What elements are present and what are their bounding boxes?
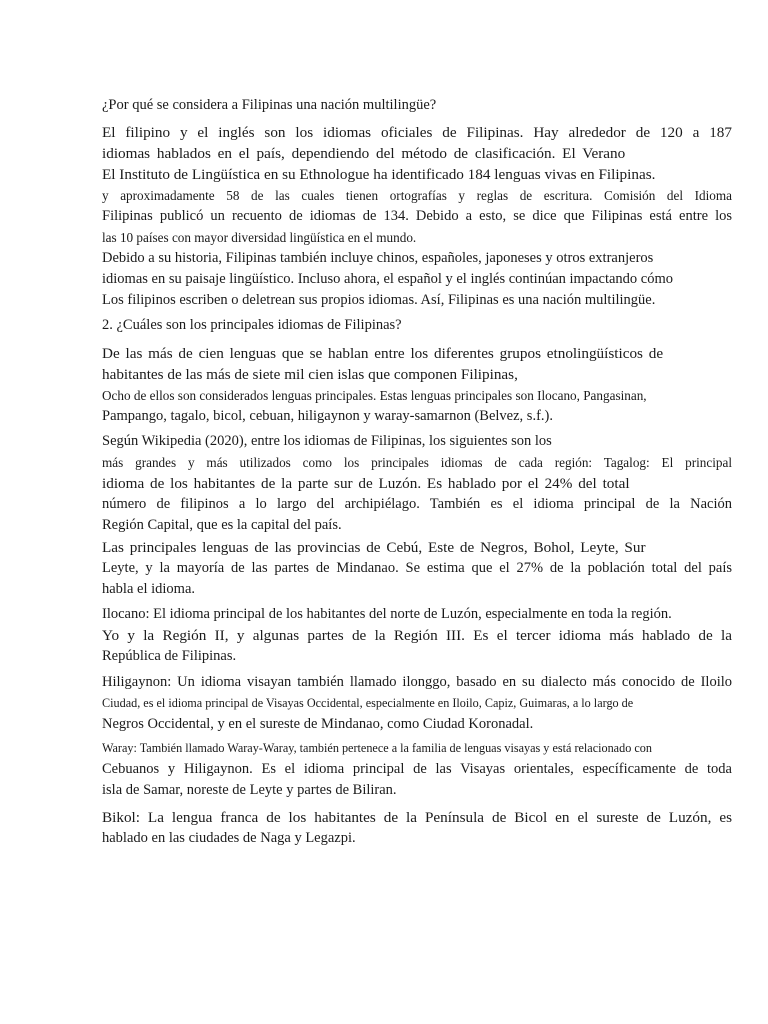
text-line: hablado en las ciudades de Naga y Legazpi. <box>102 830 356 846</box>
paragraph-bikol <box>102 807 732 849</box>
text-line: isla de Samar, noreste de Leyte y partes de Biliran. <box>102 782 397 798</box>
text-line: El Instituto de Lingüística en su Ethnologue ha identificado 184 lenguas vivas en Filipinas. <box>102 166 656 183</box>
text-line: Según Wikipedia (2020), entre los idiomas de Filipinas, los siguientes son los <box>102 433 552 449</box>
paragraph-hiligaynon <box>102 672 732 735</box>
question-heading-2 <box>102 315 732 336</box>
text-line: Hiligaynon: Un idioma visayan también llamado ilonggo, basado en su dialecto más conocido de Iloilo <box>102 674 732 690</box>
text-line: habla el idioma. <box>102 581 196 597</box>
text-line: Ciudad, es el idioma principal de Visayas Occidental, especialmente en Iloilo, Capiz, Guimaras, a lo largo de <box>102 696 634 710</box>
text-line: idiomas en su paisaje lingüístico. Incluso ahora, el español y el inglés continúan impactando cómo <box>102 271 674 287</box>
text-line: habitantes de las más de siete mil cien islas que componen Filipinas, <box>102 366 518 383</box>
text-line: Región Capital, que es la capital del país. <box>102 517 342 533</box>
paragraph-tagalog <box>102 431 732 536</box>
text-line: y aproximadamente 58 de las cuales tienen ortografías y reglas de escritura. Comisión del Idioma <box>102 188 732 203</box>
text-line: Filipinas publicó un recuento de idiomas de 134. Debido a esto, se dice que Filipinas está entre los <box>102 208 732 224</box>
paragraph-history <box>102 248 732 311</box>
paragraph-main-languages <box>102 343 732 427</box>
text-line: Cebuanos y Hiligaynon. Es el idioma principal de las Visayas orientales, específicamente de toda <box>102 761 732 777</box>
text-line: De las más de cien lenguas que se hablan entre los diferentes grupos etnolingüísticos de <box>102 345 664 362</box>
paragraph-official-languages <box>102 122 732 248</box>
paragraph-cebuano <box>102 537 732 600</box>
text-line: idiomas hablados en el país, dependiendo del método de clasificación. El Verano <box>102 145 626 162</box>
text-line: Bikol: La lengua franca de los habitantes de la Península de Bicol en el sureste de Luzón, es <box>102 809 732 826</box>
text-line: Negros Occidental, y en el sureste de Mindanao, como Ciudad Koronadal. <box>102 716 534 732</box>
question-heading-1 <box>102 95 732 116</box>
text-line: Pampango, tagalo, bicol, cebuan, hiligaynon y waray-samarnon (Belvez, s.f.). <box>102 408 553 424</box>
text-line: República de Filipinas. <box>102 648 237 664</box>
text-line: Waray: También llamado Waray-Waray, también pertenece a la familia de lenguas visayas y está relacionado con <box>102 741 652 755</box>
text-line: Leyte, y la mayoría de las partes de Mindanao. Se estima que el 27% de la población total del país <box>102 560 732 576</box>
text-line: 2. ¿Cuáles son los principales idiomas de Filipinas? <box>102 317 402 333</box>
text-line: idioma de los habitantes de la parte sur de Luzón. Es hablado por el 24% del total <box>102 475 630 492</box>
text-line: Debido a su historia, Filipinas también incluye chinos, españoles, japoneses y otros extranjeros <box>102 250 654 266</box>
text-line: Ilocano: El idioma principal de los habitantes del norte de Luzón, especialmente en toda la región. <box>102 606 672 622</box>
paragraph-waray <box>102 738 732 801</box>
text-line: El filipino y el inglés son los idiomas oficiales de Filipinas. Hay alrededor de 120 a 187 <box>102 124 732 141</box>
text-line: Los filipinos escriben o deletrean sus propios idiomas. Así, Filipinas es una nación multilingüe. <box>102 292 656 308</box>
text-line: ¿Por qué se considera a Filipinas una nación multilingüe? <box>102 97 437 113</box>
text-line: Las principales lenguas de las provincias de Cebú, Este de Negros, Bohol, Leyte, Sur <box>102 539 646 556</box>
text-line: las 10 países con mayor diversidad lingüística en el mundo. <box>102 230 417 245</box>
text-line: más grandes y más utilizados como los principales idiomas de cada región: Tagalog: El principal <box>102 455 732 470</box>
text-line: Yo y la Región II, y algunas partes de la Región III. Es el tercer idioma más hablado de la <box>102 627 732 644</box>
paragraph-ilocano <box>102 604 732 667</box>
text-line: número de filipinos a lo largo del archipiélago. También es el idioma principal de la Nación <box>102 496 732 512</box>
text-line: Ocho de ellos son considerados lenguas principales. Estas lenguas principales son Ilocano, Pangasinan, <box>102 388 647 403</box>
